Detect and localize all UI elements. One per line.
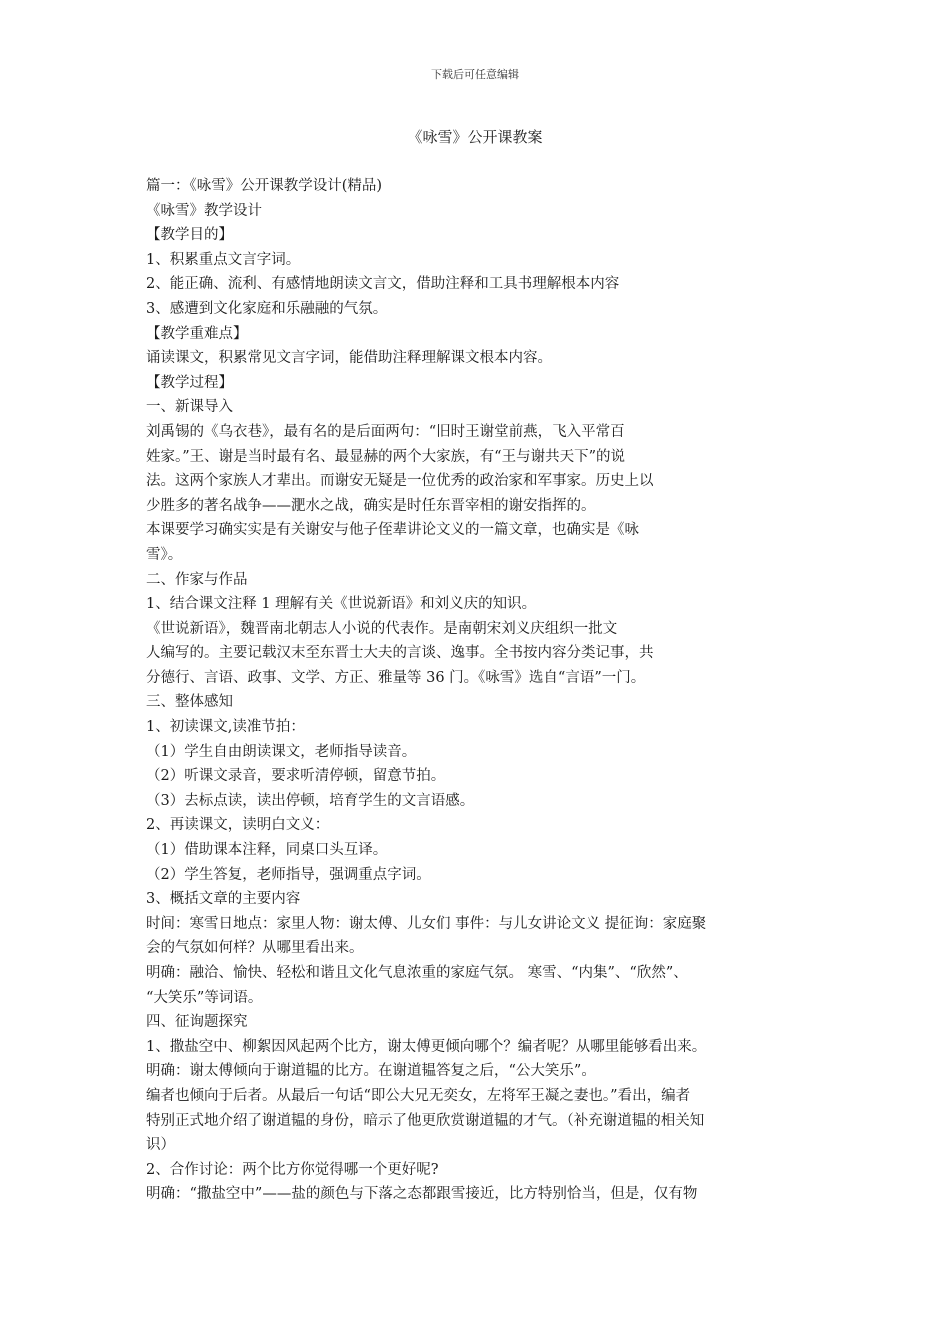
document-body (146, 174, 826, 1207)
body-line: 分德行、言语、政事、文学、方正、雅量等 36 门。《咏雪》选自“言语”一门。 (146, 669, 646, 686)
body-line: 三、整体感知 (146, 694, 233, 711)
body-line: 刘禹锡的《乌衣巷》，最有名的是后面两句：“旧时王谢堂前燕，飞入平常百 (146, 423, 625, 440)
body-line: 3、感遭到文化家庭和乐融融的气氛。 (146, 300, 388, 317)
body-line: 1、结合课文注释 1 理解有关《世说新语》和刘义庆的知识。 (146, 596, 537, 613)
body-line: （1）学生自由朗读课文，老师指导读音。 (146, 743, 417, 760)
body-line: 明确：谢太傅倾向于谢道韫的比方。在谢道韫答复之后，“公大笑乐”。 (146, 1063, 596, 1080)
body-line: 明确：融洽、愉快、轻松和谐且文化气息浓重的家庭气氛。 寒雪、“内集”、“欣然”、 (146, 965, 688, 981)
body-line: 识） (146, 1137, 175, 1154)
body-line: 少胜多的著名战争——淝水之战，确实是时任东晋宰相的谢安指挥的。 (146, 497, 596, 514)
body-line: 1、初读课文,读准节拍： (146, 719, 305, 736)
body-line: 《咏雪》教学设计 (146, 202, 262, 219)
body-line: 明确：“撒盐空中”——盐的颜色与下落之态都跟雪接近，比方特别恰当，但是，仅有物 (146, 1186, 698, 1203)
body-line: 本课要学习确实实是有关谢安与他子侄辈讲论文义的一篇文章，也确实是《咏 (146, 522, 639, 539)
body-line: （2）听课文录音，要求听清停顿，留意节拍。 (146, 768, 446, 785)
body-line: 二、作家与作品 (146, 571, 248, 588)
body-line: 法。这两个家族人才辈出。而谢安无疑是一位优秀的政治家和军事家。历史上以 (146, 473, 654, 490)
body-line: （1）借助课本注释，同桌口头互译。 (146, 842, 388, 859)
body-line: （3）去标点读，读出停顿，培育学生的文言语感。 (146, 792, 475, 809)
page-header: 下载后可任意编辑 (431, 68, 519, 81)
body-line: 诵读课文，积累常见文言字词，能借助注释理解课文根本内容。 (146, 350, 552, 367)
document-title: 《咏雪》公开课教案 (407, 128, 543, 146)
body-line: 特别正式地介绍了谢道韫的身份，暗示了他更欣赏谢道韫的才气。（补充谢道韫的相关知 (146, 1112, 705, 1129)
body-line: 会的气氛如何样？从哪里看出来。 (146, 940, 364, 957)
body-line: “大笑乐”等词语。 (146, 989, 263, 1006)
body-line: 【教学目的】 (146, 227, 233, 244)
body-line: 【教学重难点】 (146, 325, 248, 342)
body-line: 《世说新语》，魏晋南北朝志人小说的代表作。是南朝宋刘义庆组织一批文 (146, 620, 618, 637)
body-line: 四、征询题探究 (146, 1014, 248, 1031)
body-line: 雪》。 (146, 546, 183, 563)
body-line: 【教学过程】 (146, 374, 233, 391)
body-line: 姓家。”王、谢是当时最有名、最显赫的两个大家族，有“王与谢共天下”的说 (146, 448, 625, 465)
body-line: 一、新课导入 (146, 399, 233, 416)
body-line: （2）学生答复，老师指导，强调重点字词。 (146, 866, 431, 883)
body-line: 编者也倾向于后者。从最后一句话“即公大兄无奕女，左将军王凝之妻也。”看出，编者 (146, 1087, 691, 1104)
body-line: 时间：寒雪日地点：家里人物：谢太傅、儿女们 事件：与儿女讲论文义 提征询：家庭聚 (146, 915, 707, 932)
body-line: 篇一：《咏雪》公开课教学设计(精品) (146, 178, 383, 194)
body-line: 2、再读课文，读明白文义： (146, 817, 330, 834)
body-line: 1、撒盐空中、柳絮因风起两个比方，谢太傅更倾向哪个？编者呢？从哪里能够看出来。 (146, 1038, 707, 1055)
body-line: 2、能正确、流利、有感情地朗读文言文，借助注释和工具书理解根本内容 (146, 276, 620, 293)
body-line: 3、概括文章的主要内容 (146, 891, 301, 908)
body-line: 1、积累重点文言字词。 (146, 251, 301, 268)
body-line: 人编写的。主要记载汉末至东晋士大夫的言谈、逸事。全书按内容分类记事，共 (146, 645, 654, 662)
body-line: 2、合作讨论：两个比方你觉得哪一个更好呢? (146, 1161, 439, 1178)
